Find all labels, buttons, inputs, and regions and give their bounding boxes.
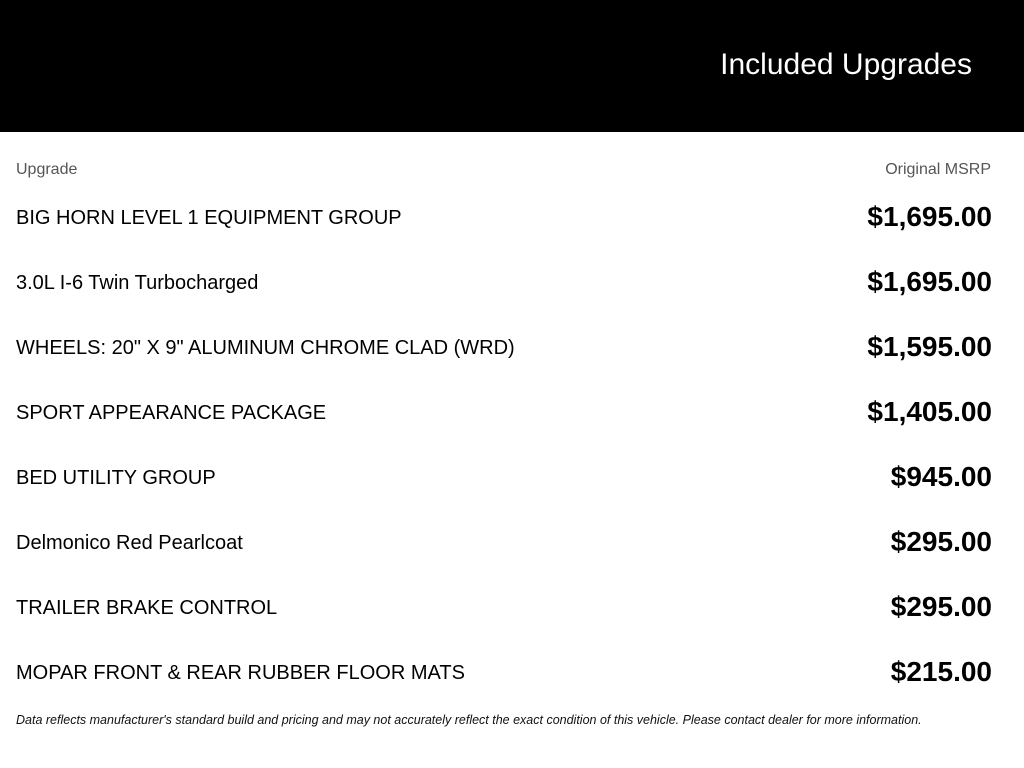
upgrade-column-header: Upgrade: [16, 161, 78, 178]
upgrade-price: $1,595.00: [867, 331, 992, 362]
upgrade-price: $295.00: [890, 591, 992, 622]
upgrades-list: [0, 185, 1024, 705]
upgrade-name: SPORT APPEARANCE PACKAGE: [16, 402, 327, 424]
disclaimer-text: Data reflects manufacturer's standard build and pricing and may not accurately reflect the exact condition of this vehicle. Please contact dealer for more information.: [16, 713, 922, 727]
upgrade-name: WHEELS: 20" X 9" ALUMINUM CHROME CLAD (WRD): [16, 337, 515, 359]
list-item: [0, 510, 1024, 575]
list-item: [0, 445, 1024, 510]
list-item: [0, 380, 1024, 445]
page-title: Included Upgrades: [720, 48, 972, 81]
list-item: [0, 315, 1024, 380]
upgrade-price: $1,695.00: [867, 266, 992, 297]
upgrade-price: $1,695.00: [867, 201, 992, 232]
header-banner: [0, 0, 1024, 132]
list-item: [0, 575, 1024, 640]
list-item: [0, 250, 1024, 315]
upgrade-name: BIG HORN LEVEL 1 EQUIPMENT GROUP: [16, 207, 402, 229]
upgrade-name: Delmonico Red Pearlcoat: [16, 532, 243, 554]
upgrade-price: $215.00: [890, 656, 992, 687]
upgrade-name: MOPAR FRONT & REAR RUBBER FLOOR MATS: [16, 662, 465, 684]
upgrade-name: 3.0L I-6 Twin Turbocharged: [16, 272, 259, 294]
list-item: [0, 185, 1024, 250]
list-item: [0, 640, 1024, 705]
upgrade-name: TRAILER BRAKE CONTROL: [16, 597, 278, 619]
upgrade-price: $945.00: [890, 461, 992, 492]
upgrade-name: BED UTILITY GROUP: [16, 467, 216, 489]
upgrade-price: $1,405.00: [867, 396, 992, 427]
upgrade-price: $295.00: [890, 526, 992, 557]
msrp-column-header: Original MSRP: [885, 161, 991, 178]
